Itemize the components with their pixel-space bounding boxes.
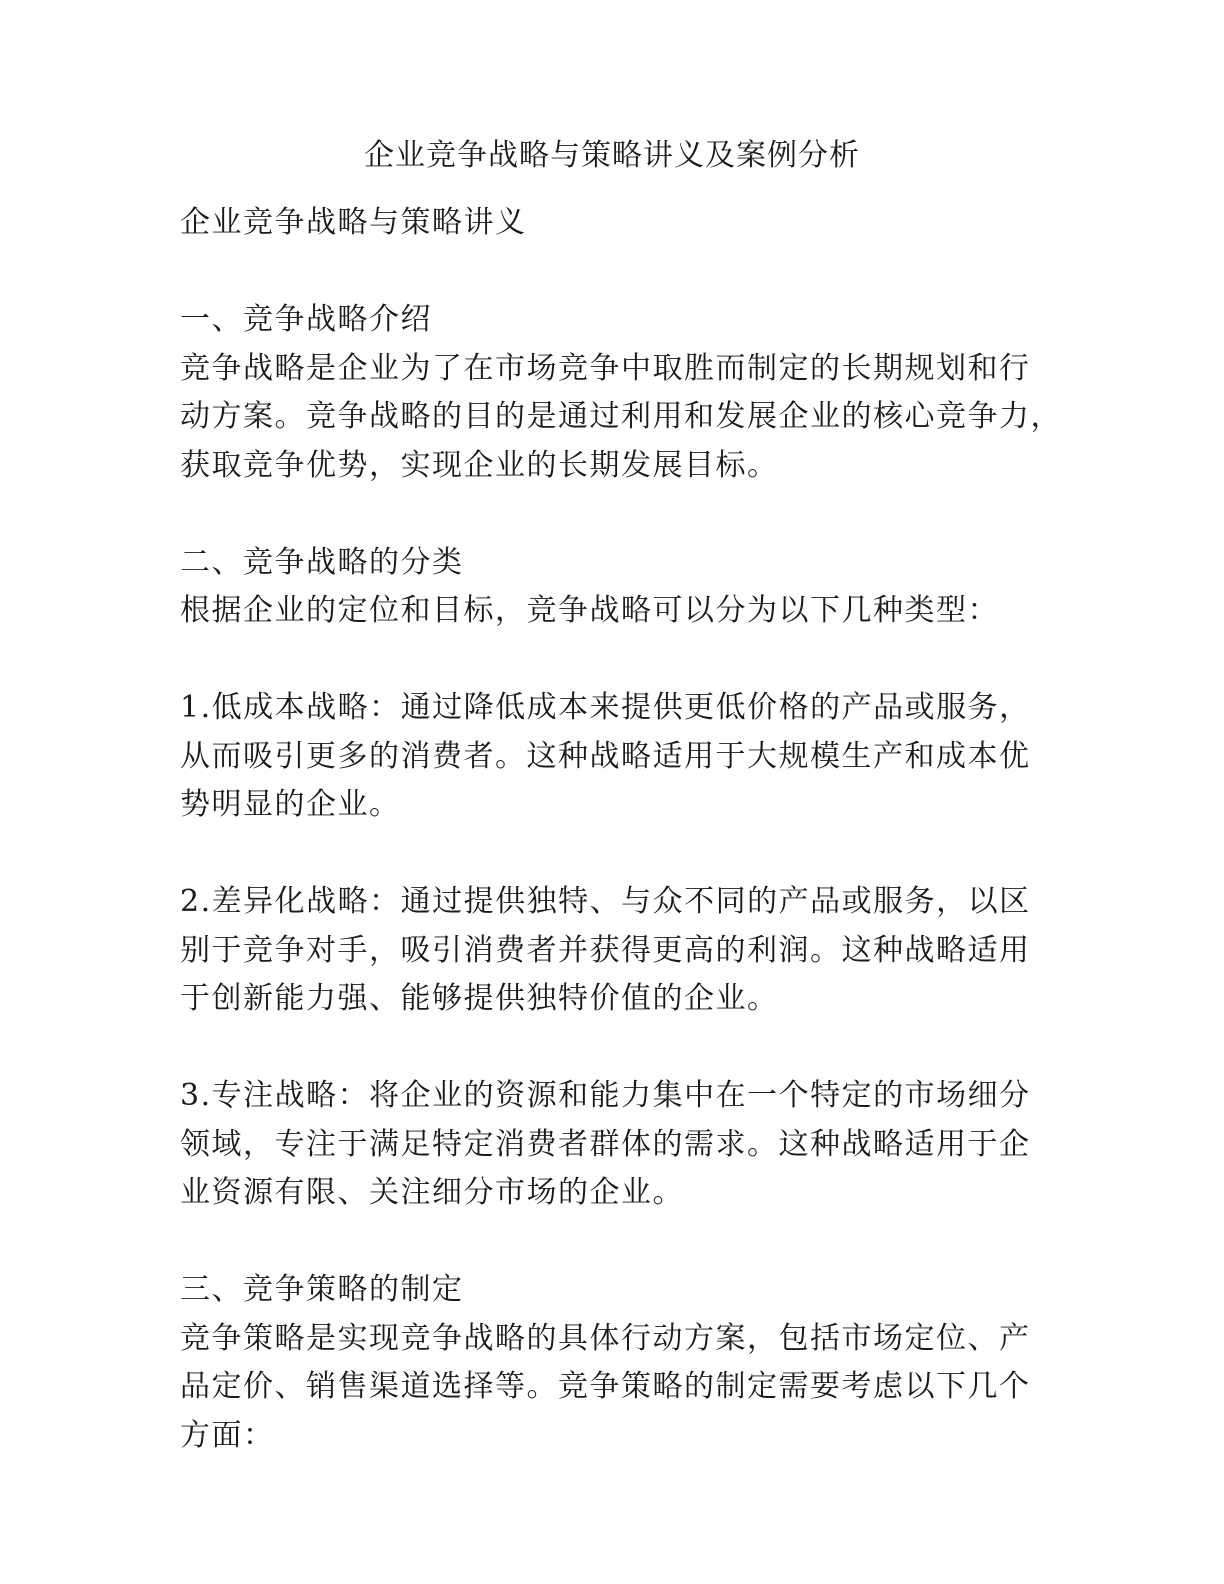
paragraph-line: 方面： xyxy=(180,1417,275,1453)
list-item-line: 1.低成本战略：通过降低成本来提供更低价格的产品或服务， xyxy=(180,690,1031,725)
spacer xyxy=(180,1218,1050,1267)
section-heading: 一、竞争战略介绍 xyxy=(180,302,432,337)
document-subtitle: 企业竞争战略与策略讲义 xyxy=(180,205,527,240)
list-item-line: 势明显的企业。 xyxy=(180,787,401,822)
list-item xyxy=(180,1072,1050,1218)
list-item-line: 别于竞争对手，吸引消费者并获得更高的利润。这种战略适用 xyxy=(180,932,1031,968)
spacer xyxy=(180,248,1050,297)
spacer xyxy=(180,490,1050,539)
list-item-line: 2.差异化战略：通过提供独特、与众不同的产品或服务，以区 xyxy=(180,884,1031,919)
document-title: 企业竞争战略与策略讲义及案例分析 xyxy=(364,138,860,173)
paragraph-line: 获取竞争优势，实现企业的长期发展目标。 xyxy=(180,447,779,483)
section-heading: 三、竞争策略的制定 xyxy=(180,1272,464,1307)
section-heading: 二、竞争战略的分类 xyxy=(180,544,464,580)
list-item xyxy=(180,878,1050,1024)
section-intro: 根据企业的定位和目标，竞争战略可以分为以下几种类型： xyxy=(180,593,999,628)
section-paragraph xyxy=(180,345,1062,491)
list-item-line: 业资源有限、关注细分市场的企业。 xyxy=(180,1175,684,1210)
paragraph-line: 竞争策略是实现竞争战略的具体行动方案，包括市场定位、产 xyxy=(180,1320,1031,1356)
spacer xyxy=(180,636,1050,685)
list-item-line: 从而吸引更多的消费者。这种战略适用于大规模生产和成本优 xyxy=(180,738,1031,774)
section-paragraph xyxy=(180,1315,1050,1461)
paragraph-line: 竞争战略是企业为了在市场竞争中取胜而制定的长期规划和行 xyxy=(180,350,1031,386)
list-item xyxy=(180,684,1050,830)
list-item-line: 3.专注战略：将企业的资源和能力集中在一个特定的市场细分 xyxy=(180,1078,1031,1113)
document-body xyxy=(180,199,1062,1460)
paragraph-line: 品定价、销售渠道选择等。竞争策略的制定需要考虑以下几个 xyxy=(180,1369,1031,1404)
spacer xyxy=(180,1024,1050,1073)
paragraph-line: 动方案。竞争战略的目的是通过利用和发展企业的核心竞争力， xyxy=(180,399,1062,434)
list-item-line: 领域，专注于满足特定消费者群体的需求。这种战略适用于企 xyxy=(180,1126,1031,1162)
list-item-line: 于创新能力强、能够提供独特价值的企业。 xyxy=(180,981,779,1016)
spacer xyxy=(180,830,1050,879)
